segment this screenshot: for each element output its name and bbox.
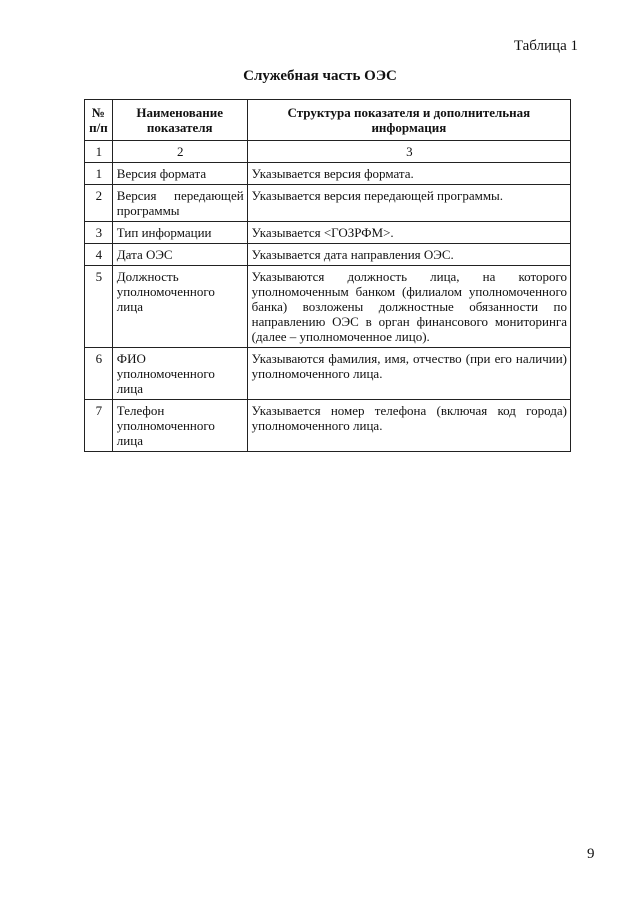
header-description: Структура показателя и дополнительная информация xyxy=(247,100,570,141)
row-number: 1 xyxy=(85,163,113,185)
row-description: Указываются фамилия, имя, отчество (при его наличии) уполномоченного лица. xyxy=(247,348,570,400)
row-name: Тип информации xyxy=(112,222,247,244)
header-number: № п/п xyxy=(85,100,113,141)
document-title: Служебная часть ОЭС xyxy=(243,68,397,84)
row-number: 4 xyxy=(85,244,113,266)
data-table xyxy=(84,99,571,452)
table-row xyxy=(85,348,571,400)
row-name: Должность уполномоченного лица xyxy=(112,266,247,348)
table-row xyxy=(85,244,571,266)
column-number-1: 1 xyxy=(85,141,113,163)
row-description: Указываются должность лица, на которого уполномоченным банком (филиалом уполномоченного банка) возложены должностные обязанности по направлению ОЭС в орган финансового мониторинга (далее – уполномоченное лицо). xyxy=(247,266,570,348)
row-number: 5 xyxy=(85,266,113,348)
page-number: 9 xyxy=(587,846,595,862)
table-row xyxy=(85,163,571,185)
row-number: 3 xyxy=(85,222,113,244)
row-name: Версия формата xyxy=(112,163,247,185)
row-description: Указывается версия передающей программы. xyxy=(247,185,570,222)
table-header-row xyxy=(85,100,571,141)
row-name: Телефон уполномоченного лица xyxy=(112,400,247,452)
table-row xyxy=(85,400,571,452)
row-number: 7 xyxy=(85,400,113,452)
header-name: Наименование показателя xyxy=(112,100,247,141)
table-row xyxy=(85,185,571,222)
row-description: Указывается версия формата. xyxy=(247,163,570,185)
row-description: Указывается <ГОЗРФМ>. xyxy=(247,222,570,244)
row-name: ФИО уполномоченного лица xyxy=(112,348,247,400)
row-number: 6 xyxy=(85,348,113,400)
column-number-2: 2 xyxy=(112,141,247,163)
table-row xyxy=(85,222,571,244)
column-number-3: 3 xyxy=(247,141,570,163)
row-name: Версия передающей программы xyxy=(112,185,247,222)
row-description: Указывается номер телефона (включая код города) уполномоченного лица. xyxy=(247,400,570,452)
table-row xyxy=(85,266,571,348)
row-description: Указывается дата направления ОЭС. xyxy=(247,244,570,266)
table-caption: Таблица 1 xyxy=(513,38,578,54)
row-name: Дата ОЭС xyxy=(112,244,247,266)
row-number: 2 xyxy=(85,185,113,222)
column-number-row xyxy=(85,141,571,163)
